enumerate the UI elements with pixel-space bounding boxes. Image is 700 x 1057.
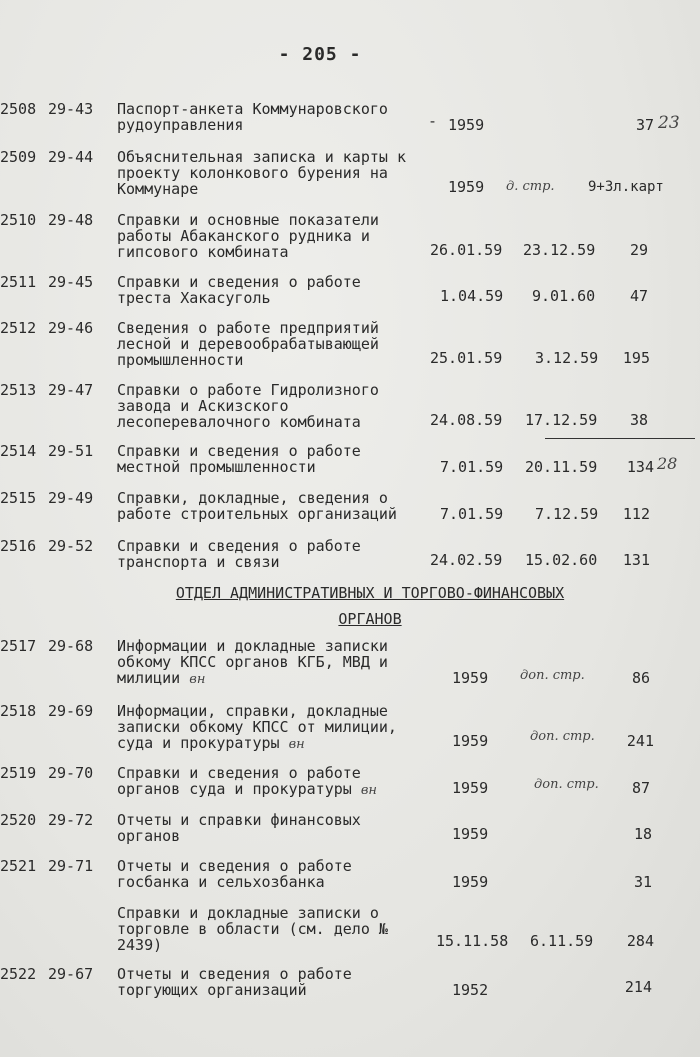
item-title: Отчеты и сведения о работе торгующих организаций — [117, 965, 352, 999]
handwritten-mark: вн — [189, 672, 206, 687]
item-date-end: 23.12.59 — [523, 241, 596, 259]
item-title-text: Информации, справки, докладные записки обкому КПСС от милиции, суда и прокуратуры — [117, 702, 397, 752]
hand-drawn-line — [545, 438, 695, 439]
item-number: 2508 — [0, 100, 37, 118]
item-title: Справки и основные показатели работы Абаканского рудника и гипсового комбината — [117, 211, 379, 261]
handwritten-note: доп. стр. — [520, 668, 585, 683]
item-date-end: 7.12.59 — [535, 505, 599, 523]
page-number: - 205 - — [278, 44, 362, 65]
item-date-end: 9.01.60 — [532, 287, 596, 305]
item-sheets: 29 — [629, 241, 648, 259]
section-heading-line2: ОРГАНОВ — [338, 610, 402, 628]
handwritten-mark: вн — [288, 737, 305, 752]
item-sheets: 38 — [629, 411, 648, 429]
item-code: 29-70 — [48, 764, 94, 782]
item-title: Справки и сведения о работе транспорта и связи — [117, 537, 361, 571]
item-title: Справки и сведения о работе треста Хакасуголь — [117, 273, 361, 307]
item-date-start: 1959 — [452, 732, 489, 750]
item-code: 29-72 — [48, 811, 94, 829]
item-date-start: 1959 — [452, 779, 489, 797]
item-sheets: 47 — [629, 287, 648, 305]
item-date-end: 6.11.59 — [530, 932, 594, 950]
item-sheets: 87 — [631, 779, 650, 797]
item-date-start: 1952 — [452, 981, 489, 999]
item-sheets: 9+3л.карт — [588, 179, 664, 195]
item-code: 29-45 — [48, 273, 94, 291]
item-number: 2519 — [0, 764, 37, 782]
item-number: 2518 — [0, 702, 37, 720]
item-number: 2513 — [0, 381, 37, 399]
item-number: 2522 — [0, 965, 37, 983]
item-sheets: 214 — [624, 978, 652, 996]
item-code: 29-67 — [48, 965, 94, 983]
handwritten-mark: 23 — [658, 113, 680, 133]
handwritten-mark: вн — [360, 783, 377, 798]
item-sheets: 37 — [635, 116, 654, 134]
item-title: Справки и сведения о работе местной промышленности — [117, 442, 361, 476]
handwritten-note: доп. стр. — [534, 777, 599, 792]
item-title: Отчеты и сведения о работе госбанка и сельхозбанка — [117, 857, 352, 891]
item-number: 2517 — [0, 637, 37, 655]
item-title: Справки и докладные записки о торговле в области (см. дело № 2439) — [117, 904, 388, 954]
item-date-start: 7.01.59 — [440, 505, 504, 523]
item-sheets: 18 — [633, 825, 652, 843]
item-date-end: 20.11.59 — [525, 458, 598, 476]
item-code: 29-44 — [48, 148, 94, 166]
item-number: 2515 — [0, 489, 37, 507]
item-title: Сведения о работе предприятий лесной и деревообрабатывающей промышленности — [117, 319, 379, 369]
item-code: 29-68 — [48, 637, 94, 655]
item-date-start: 1959 — [452, 873, 489, 891]
item-number: 2516 — [0, 537, 37, 555]
section-heading-line1: ОТДЕЛ АДМИНИСТРАТИВНЫХ И ТОРГОВО-ФИНАНСОВЫХ — [175, 584, 565, 602]
item-date-start: 26.01.59 — [430, 241, 503, 259]
handwritten-mark: 28 — [657, 454, 678, 473]
item-title: Отчеты и справки финансовых органов — [117, 811, 361, 845]
item-code: 29-52 — [48, 537, 94, 555]
item-code: 29-48 — [48, 211, 94, 229]
item-sheets: 31 — [633, 873, 652, 891]
dash-mark: - — [428, 112, 438, 130]
item-date-start: 1959 — [448, 178, 485, 196]
item-code: 29-46 — [48, 319, 94, 337]
item-date-end: 15.02.60 — [525, 551, 598, 569]
item-title-text: Информации и докладные записки обкому КПСС органов КГБ, МВД и милиции — [117, 637, 388, 687]
item-title — [117, 765, 417, 799]
item-sheets: 112 — [622, 505, 650, 523]
item-title: Справки о работе Гидролизного завода и Аскизского лесоперевалочного комбината — [117, 381, 379, 431]
item-code: 29-69 — [48, 702, 94, 720]
item-code: 29-51 — [48, 442, 94, 460]
handwritten-note: доп. стр. — [530, 729, 595, 744]
item-number: 2520 — [0, 811, 37, 829]
item-date-end: 3.12.59 — [535, 349, 599, 367]
item-date-start: 15.11.58 — [436, 932, 509, 950]
item-number: 2521 — [0, 857, 37, 875]
section-heading — [160, 580, 580, 632]
item-number: 2511 — [0, 273, 37, 291]
item-number: 2512 — [0, 319, 37, 337]
item-date-start: 1959 — [452, 669, 489, 687]
item-title: Паспорт-анкета Коммунаровского рудоуправления — [117, 100, 388, 134]
item-title — [117, 703, 417, 753]
handwritten-note: д. стр. — [506, 179, 555, 194]
item-sheets: 86 — [631, 669, 650, 687]
item-title — [117, 638, 417, 688]
item-code: 29-43 — [48, 100, 94, 118]
item-title: Объяснительная записка и карты к проекту колонкового бурения на Коммунаре — [117, 148, 406, 198]
item-date-start: 1959 — [452, 825, 489, 843]
item-title: Справки, докладные, сведения о работе строительных организаций — [117, 489, 397, 523]
item-date-start: 24.08.59 — [430, 411, 503, 429]
item-code: 29-49 — [48, 489, 94, 507]
item-date-start: 25.01.59 — [430, 349, 503, 367]
item-number: 2509 — [0, 148, 37, 166]
item-sheets: 241 — [626, 732, 654, 750]
item-code: 29-71 — [48, 857, 94, 875]
item-code: 29-47 — [48, 381, 94, 399]
item-sheets: 131 — [622, 551, 650, 569]
item-date-start: 24.02.59 — [430, 551, 503, 569]
item-date-end: 17.12.59 — [525, 411, 598, 429]
item-sheets: 195 — [622, 349, 650, 367]
item-number: 2514 — [0, 442, 37, 460]
item-date-start: 7.01.59 — [440, 458, 504, 476]
item-title-text: Справки и сведения о работе органов суда и прокуратуры — [117, 764, 361, 798]
item-sheets: 284 — [626, 932, 654, 950]
item-date-start: 1959 — [448, 116, 485, 134]
item-date-start: 1.04.59 — [440, 287, 504, 305]
item-sheets: 134 — [626, 458, 654, 476]
item-number: 2510 — [0, 211, 37, 229]
